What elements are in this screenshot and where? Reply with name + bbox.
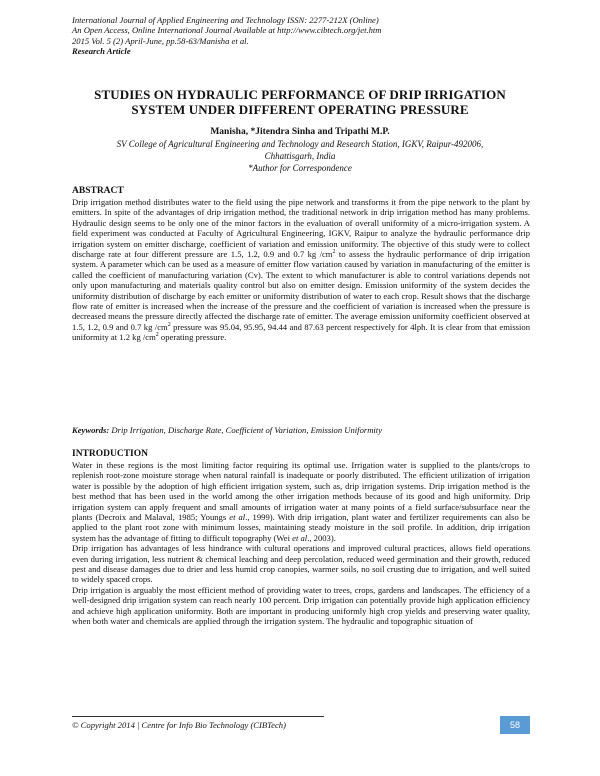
- intro-p1-b: ., 1999). With drip irrigation, plant water and fertilizer requirements can also be applied to the plant root zone with minimum losses, maintaining steady moisture in the soil profile. In addition, drip irrigation system has the advantage of fitting to difficult topography (Wei: [72, 512, 530, 543]
- abstract-text-b: to assess the hydraulic performance of drip irrigation system. A parameter which can be used as a measure of emitter flow variation caused by variation in manufacturing of the emitter is called the coefficient of manufacturing variation (Cv). The extent to which manufacturer is able to control variations depends not only upon manufacturing and materials quality control but also on emitter design. Emission uniformity of the system decides the uniformity distribution of discharge by each emitter or uniformity distribution of water to each crop. Result shows that the discharge flow rate of emitter is increased when the increase of the pressure and the coefficient of variation is increased when the pressure is decreased means the pressure directly affected the discharge rate of emitter. The average emission uniformity coefficient observed at 1.5, 1.2, 0.9 and 0.7 kg /cm: [72, 249, 530, 332]
- introduction-paragraph-3: Drip irrigation is arguably the most efficient method of providing water to trees, crops, gardens and landscapes. The efficiency of a well-designed drip irrigation system can reach nearly 100 percent. Drip irrigation can potentially provide high application efficiency and achieve high application uniformity. Both are important in producing uniformly high crop yields and preserving water quality, when both water and chemicals are applied through the irrigation system. The hydraulic and topographic situation of: [72, 584, 530, 627]
- intro-p1-a: Water in these regions is the most limiting factor requiring its optimal use. Irrigation water is supplied to the plants/crops to replenish root-zone moisture storage when natural rainfall is inadequate or poorly distributed. The efficient utilization of irrigation water is possible by the adoption of high efficient irrigation system, such as, drip irrigation systems. Drip irrigation method is the best method that has been used in the world among the other irrigation methods because of its good and high uniformity. Drip irrigation system can apply frequent and small amounts of irrigation water at many points of a field surface/subsurface near the plants (Decroix and Malaval, 1985; Youngs: [72, 460, 530, 523]
- journal-header: [72, 15, 532, 57]
- footer-copyright: © Copyright 2014 | Centre for Info Bio Technology (CIBTech): [72, 720, 286, 730]
- keywords-label: Keywords:: [72, 425, 110, 435]
- abstract-text-c: pressure was 95.04, 95.95, 94.44 and 87.63 percent respectively for 4lph. It is clear from that emission uniformity at 1.2 kg /cm: [72, 321, 530, 343]
- intro-p1-etal-2: et al: [292, 532, 308, 543]
- introduction-heading: INTRODUCTION: [72, 449, 149, 459]
- title-line-2: SYSTEM UNDER DIFFERENT OPERATING PRESSURE: [131, 101, 469, 117]
- intro-p1-etal-1: et al: [229, 512, 246, 523]
- correspondence-note: *Author for Correspondence: [248, 162, 352, 173]
- abstract-text: [72, 197, 530, 343]
- authors: Manisha, *Jitendra Sinha and Tripathi M.P.: [210, 127, 390, 137]
- access-line: An Open Access, Online International Journal Available at http://www.cibtech.org/jet.htm: [72, 25, 382, 36]
- abstract-text-a: Drip irrigation method distributes water to the field using the pipe network and transforms it from the pipe network to the plant by emitters. In spite of the advantages of drip irrigation method, the traditional network in drip irrigation method has many problems. Hydraulic design seems to be only one of the minor factors in the evaluation of overall uniformity of a micro-irrigation system. A field experiment was conducted at Faculty of Agricultural Engineering, IGKV, Raipur to analyze the hydraulic performance drip irrigation system on emitter discharge, coefficient of variation and emission uniformity. The objective of this study were to collect discharge rate at four different pressure are 1.5, 1.2, 0.9 and 0.7 kg /cm: [72, 197, 530, 260]
- footer-rule: [72, 716, 324, 717]
- affiliation: [70, 139, 530, 174]
- introduction-paragraph-1: [72, 460, 530, 543]
- keywords: [72, 425, 530, 435]
- affiliation-line-1: SV College of Agricultural Engineering and Technology and Research Station, IGKV, Raipur-492006,: [116, 139, 484, 149]
- superscript: 2: [155, 332, 159, 339]
- abstract-text-d: operating pressure.: [158, 332, 227, 343]
- abstract-heading: ABSTRACT: [72, 186, 124, 196]
- superscript: 2: [332, 249, 336, 256]
- page-number-badge: 58: [500, 716, 530, 734]
- journal-line: International Journal of Applied Engineering and Technology ISSN: 2277-212X (Online): [72, 15, 379, 25]
- title-line-1: STUDIES ON HYDRAULIC PERFORMANCE OF DRIP IRRIGATION: [94, 87, 506, 102]
- article-type: Research Article: [72, 46, 131, 57]
- keywords-text: Drip Irrigation, Discharge Rate, Coefficient of Variation, Emission Uniformity: [109, 425, 383, 435]
- affiliation-line-2: Chhattisgarh, India: [264, 150, 336, 161]
- paper-title: [60, 88, 540, 117]
- volume-line: 2015 Vol. 5 (2) April-June, pp.58-63/Manisha et al.: [72, 35, 249, 46]
- intro-p1-c: ., 2003).: [307, 532, 336, 543]
- introduction-paragraph-2: Drip irrigation has advantages of less hindrance with cultural operations and improved cultural practices, allows field operations even during irrigation, less nutrient & chemical leaching and deep percolation, reduced weed germination and their growth, reduced pest and disease damages due to drier and less humid crop canopies, warmer soils, no soil crusting due to irrigation, and well suited to widely spaced crops.: [72, 543, 530, 585]
- abstract-section: [72, 186, 530, 343]
- introduction-section: [72, 449, 530, 627]
- superscript: 2: [167, 322, 171, 329]
